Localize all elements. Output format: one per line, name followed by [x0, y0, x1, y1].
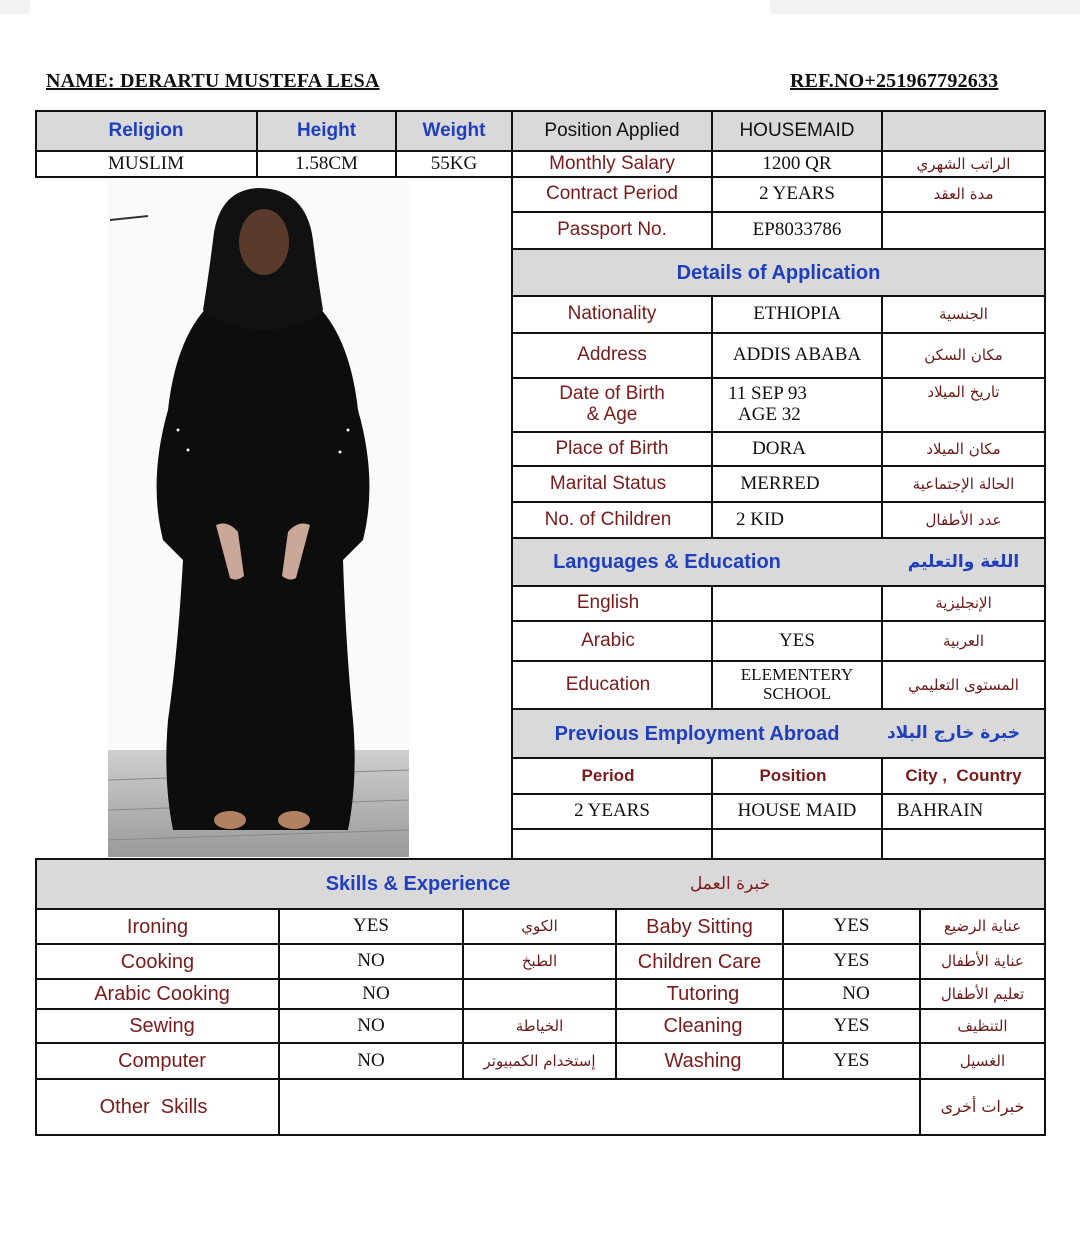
- skill-sewing-label: Sewing: [129, 1015, 195, 1037]
- monthly-salary-ar: الراتب الشهري: [916, 154, 1011, 173]
- skills-title: Skills & Experience: [325, 873, 511, 895]
- skill-childrencare-value: YES: [833, 950, 870, 972]
- nationality-value: ETHIOPIA: [753, 303, 841, 325]
- contract-period-ar: مدة العقد: [933, 185, 994, 204]
- address-label: Address: [577, 344, 647, 366]
- skill-cleaning-ar: التنظيف: [957, 1016, 1008, 1035]
- nationality-label: Nationality: [567, 303, 657, 325]
- skill-washing-value: YES: [833, 1049, 870, 1071]
- skill-arabiccooking-value: NO: [362, 982, 390, 1004]
- arabic-label: Arabic: [581, 629, 635, 651]
- employment-title-ar: خبرة خارج البلاد: [886, 723, 1021, 744]
- candidate-name: NAME: DERARTU MUSTEFA LESA: [46, 70, 380, 92]
- monthly-salary-label: Monthly Salary: [549, 152, 675, 174]
- contract-period-label: Contract Period: [545, 183, 678, 205]
- skill-sewing-ar: الخياطة: [515, 1016, 564, 1035]
- position-applied-label: Position Applied: [544, 119, 680, 141]
- address-ar: مكان السكن: [924, 346, 1003, 365]
- skill-cooking-value: NO: [357, 950, 385, 972]
- height-value: 1.58CM: [295, 152, 358, 174]
- arabic-ar: العربية: [943, 631, 984, 650]
- application-title: Details of Application: [676, 261, 881, 284]
- period-value: 2 YEARS: [574, 800, 650, 822]
- dob-label-line1: Date of Birth: [559, 383, 665, 405]
- dob-date: 11 SEP 93: [728, 383, 807, 405]
- english-value: [712, 586, 882, 621]
- education-ar: المستوى التعليمي: [908, 675, 1019, 694]
- dob-label: [512, 378, 712, 432]
- skill-sewing-value: NO: [357, 1014, 385, 1036]
- children-value: 2 KID: [735, 508, 785, 530]
- weight-label: Weight: [422, 119, 486, 141]
- passport-label: Passport No.: [557, 219, 667, 241]
- skill-babysitting-ar: عناية الرضيع: [943, 917, 1022, 936]
- dob-value: [712, 378, 882, 432]
- skill-babysitting-label: Baby Sitting: [646, 915, 753, 938]
- candidate-photo: [108, 180, 409, 857]
- other-skills-ar: خبرات أخرى: [940, 1097, 1025, 1117]
- education-value-line2: SCHOOL: [762, 684, 831, 703]
- skill-tutoring-value: NO: [842, 982, 870, 1004]
- dob-label-line2: & Age: [586, 404, 638, 425]
- nationality-ar: الجنسية: [939, 305, 988, 324]
- contract-period-value: 2 YEARS: [759, 183, 835, 205]
- other-skills-label: Other Skills: [99, 1096, 208, 1118]
- skill-ironing-value: YES: [353, 915, 389, 937]
- skill-cleaning-label: Cleaning: [663, 1015, 743, 1037]
- skill-tutoring-ar: تعليم الأطفال: [940, 984, 1025, 1003]
- skill-cooking-ar: الطبخ: [521, 952, 558, 971]
- top-strip: [0, 0, 1080, 14]
- skills-title-ar: خبرة العمل: [689, 873, 771, 894]
- skill-cooking-label: Cooking: [120, 950, 195, 973]
- skill-ironing-label: Ironing: [126, 915, 189, 938]
- education-label: Education: [565, 673, 651, 695]
- skill-babysitting-value: YES: [833, 915, 870, 937]
- city-country-header: City , Country: [905, 765, 1022, 785]
- weight-value: 55KG: [430, 152, 478, 174]
- arabic-value: YES: [779, 629, 815, 651]
- skill-tutoring-label: Tutoring: [666, 983, 740, 1005]
- position-header: Position: [759, 765, 827, 785]
- skill-computer-ar: إستخدام الكمبيوتر: [483, 1051, 596, 1070]
- monthly-salary-value: 1200 QR: [762, 152, 832, 174]
- reference-number: REF.NO+251967792633: [790, 70, 999, 92]
- education-value: [712, 661, 882, 709]
- passport-value: EP8033786: [752, 219, 842, 241]
- age-value: AGE 32: [738, 404, 801, 425]
- skill-arabiccooking-label: Arabic Cooking: [94, 983, 230, 1005]
- skill-childrencare-label: Children Care: [637, 950, 762, 973]
- employment-position-value: HOUSE MAID: [737, 800, 857, 822]
- skill-computer-label: Computer: [118, 1050, 206, 1072]
- period-header: Period: [581, 765, 635, 785]
- marital-label: Marital Status: [549, 472, 667, 494]
- marital-ar: الحالة الإجتماعية: [912, 474, 1015, 493]
- children-ar: عدد الأطفال: [925, 510, 1002, 529]
- employment-title: Previous Employment Abroad: [554, 722, 840, 745]
- pob-label: Place of Birth: [555, 437, 669, 459]
- dob-ar: تاريخ الميلاد: [927, 382, 1000, 401]
- skill-arabiccooking-ar: [463, 979, 616, 1009]
- skill-ironing-ar: الكوي: [521, 917, 558, 936]
- skill-washing-label: Washing: [664, 1050, 742, 1072]
- education-value-line1: ELEMENTERY: [740, 665, 854, 685]
- children-label: No. of Children: [544, 508, 672, 530]
- english-label: English: [576, 592, 640, 614]
- address-value: ADDIS ABABA: [732, 344, 862, 366]
- height-label: Height: [296, 119, 357, 141]
- religion-value: MUSLIM: [107, 152, 184, 174]
- position-applied-value: HOUSEMAID: [739, 119, 855, 141]
- skill-cleaning-value: YES: [833, 1014, 870, 1036]
- skill-childrencare-ar: عناية الأطفال: [941, 952, 1024, 971]
- english-ar: الإنجليزية: [935, 594, 992, 613]
- skill-washing-ar: الغسيل: [959, 1051, 1006, 1070]
- languages-title-ar: اللغة والتعليم: [907, 551, 1020, 572]
- marital-value: MERRED: [740, 472, 820, 494]
- languages-title: Languages & Education: [553, 551, 781, 573]
- country-value: BAHRAIN: [896, 800, 984, 822]
- pob-value: DORA: [752, 437, 806, 459]
- pob-ar: مكان الميلاد: [926, 439, 1001, 458]
- religion-label: Religion: [108, 119, 184, 141]
- skill-computer-value: NO: [357, 1049, 385, 1071]
